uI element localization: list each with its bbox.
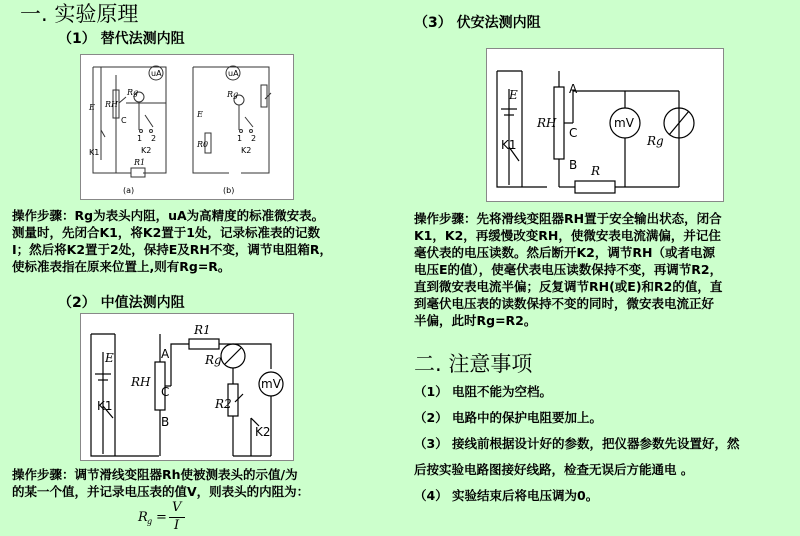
label-r: R: [591, 164, 601, 178]
label-e-b: E: [197, 110, 203, 119]
median-circuit-diagram: [80, 313, 294, 461]
voltammetry-step-line: 直到微安表电流半偏；反复调节RH(或E)和R2的值，直: [414, 279, 723, 294]
label-rh-a: RH: [105, 100, 118, 109]
substitution-step-line: 操作步骤：Rg为表头内阻，uA为高精度的标准微安表。: [12, 208, 325, 223]
label-rh: RH: [131, 375, 151, 389]
label-2-a: 2: [151, 134, 157, 143]
microammeter-label-b: uA: [228, 69, 239, 78]
label-e-a: E: [89, 103, 95, 112]
voltammetry-step-line: 电压E的值），使毫伏表电压读数保持不变，再调节R2，: [414, 262, 723, 277]
label-rg: Rg: [205, 353, 222, 367]
label-b: B: [161, 415, 170, 429]
median-step-line: 的某一个值，并记录电压表的值V，则表头的内阻为：: [12, 484, 310, 499]
note-item: （4） 实验结束后将电压调为0。: [414, 488, 599, 503]
voltammetry-step-line: 半偏，此时Rg=R2。: [414, 313, 537, 328]
section-heading-notes: 二. 注意事项: [414, 352, 533, 376]
substitution-steps: [12, 207, 402, 275]
note-item: （3） 接线前根据设计好的参数，把仪器参数先设置好，然: [414, 436, 740, 451]
label-r0-b: R0: [197, 140, 209, 149]
internal-resistance-formula: [138, 500, 198, 534]
voltammetry-circuit-diagram: [486, 48, 724, 202]
label-k1-a: K1: [89, 148, 100, 157]
caption-a: (a): [123, 186, 135, 195]
label-c: C: [569, 126, 578, 140]
label-r2: R2: [215, 397, 232, 411]
formula-lhs: R: [138, 510, 148, 525]
label-1-b: 1: [237, 134, 243, 143]
label-k2-b: K2: [241, 146, 252, 155]
label-1-a: 1: [137, 134, 143, 143]
label-e: E: [105, 351, 114, 365]
label-k2: K2: [255, 425, 271, 439]
notes-list: [414, 383, 798, 504]
voltammetry-step-line: K1，K2，再缓慢改变RH，使微安表电流满偏，并记住: [414, 228, 721, 243]
millivoltmeter-label: mV: [614, 116, 634, 130]
subsection-title-median: （2） 中值法测内阻: [58, 295, 185, 311]
microammeter-label-a: uA: [151, 69, 162, 78]
label-rg-b: Rg: [227, 90, 239, 99]
label-rg-a: Rg: [127, 88, 139, 97]
label-rg: Rg: [647, 134, 664, 148]
formula-subscript: g: [147, 517, 153, 526]
voltammetry-step-line: 操作步骤：先将滑线变阻器RH置于安全输出状态，闭合: [414, 211, 722, 226]
median-step-line: 操作步骤：调节滑线变阻器Rh使被测表头的示值/为: [12, 467, 298, 482]
subsection-title-voltammetry: （3） 伏安法测内阻: [414, 15, 541, 31]
label-r1: R1: [194, 323, 211, 337]
label-k1: K1: [501, 138, 517, 152]
voltammetry-step-line: 到毫伏电压表的读数保持不变的同时，微安表电流正好: [414, 296, 715, 311]
label-b: B: [569, 158, 578, 172]
label-a: A: [161, 347, 170, 361]
section-heading-principle: 一. 实验原理: [20, 2, 139, 26]
caption-b: (b): [223, 186, 235, 195]
note-item: （1） 电阻不能为空档。: [414, 384, 553, 399]
label-c-a: C: [121, 116, 127, 125]
label-k1: K1: [97, 399, 113, 413]
label-2-b: 2: [251, 134, 257, 143]
voltammetry-step-line: 毫伏表的电压读数。然后断开K2，调节RH（或者电源: [414, 245, 715, 260]
formula-equals: =: [156, 510, 167, 525]
median-steps: [12, 466, 402, 500]
millivoltmeter-label: mV: [261, 377, 281, 391]
label-rh: RH: [537, 116, 557, 130]
note-item: （2） 电路中的保护电阻要加上。: [414, 410, 603, 425]
label-e: E: [509, 88, 518, 102]
label-k2-a: K2: [141, 146, 152, 155]
subsection-title-substitution: （1） 替代法测内阻: [58, 31, 185, 47]
label-c: C: [161, 385, 170, 399]
formula-denominator: I: [174, 518, 180, 533]
label-a: A: [569, 82, 578, 96]
substitution-step-line: I；然后将K2置于2处，保持E及RH不变，调节电阻箱R，: [12, 242, 332, 257]
substitution-step-line: 使标准表指在原来位置上,则有Rg=R。: [12, 259, 231, 274]
substitution-circuit-diagram: [80, 54, 294, 200]
label-r1-a: R1: [134, 158, 146, 167]
note-item: 后按实验电路图接好线路，检查无误后方能通电 。: [414, 462, 694, 477]
voltammetry-steps: [414, 210, 798, 329]
substitution-step-line: 测量时，先闭合K1，将K2置于1处，记录标准表的记数: [12, 225, 320, 240]
formula-numerator: V: [172, 500, 182, 515]
